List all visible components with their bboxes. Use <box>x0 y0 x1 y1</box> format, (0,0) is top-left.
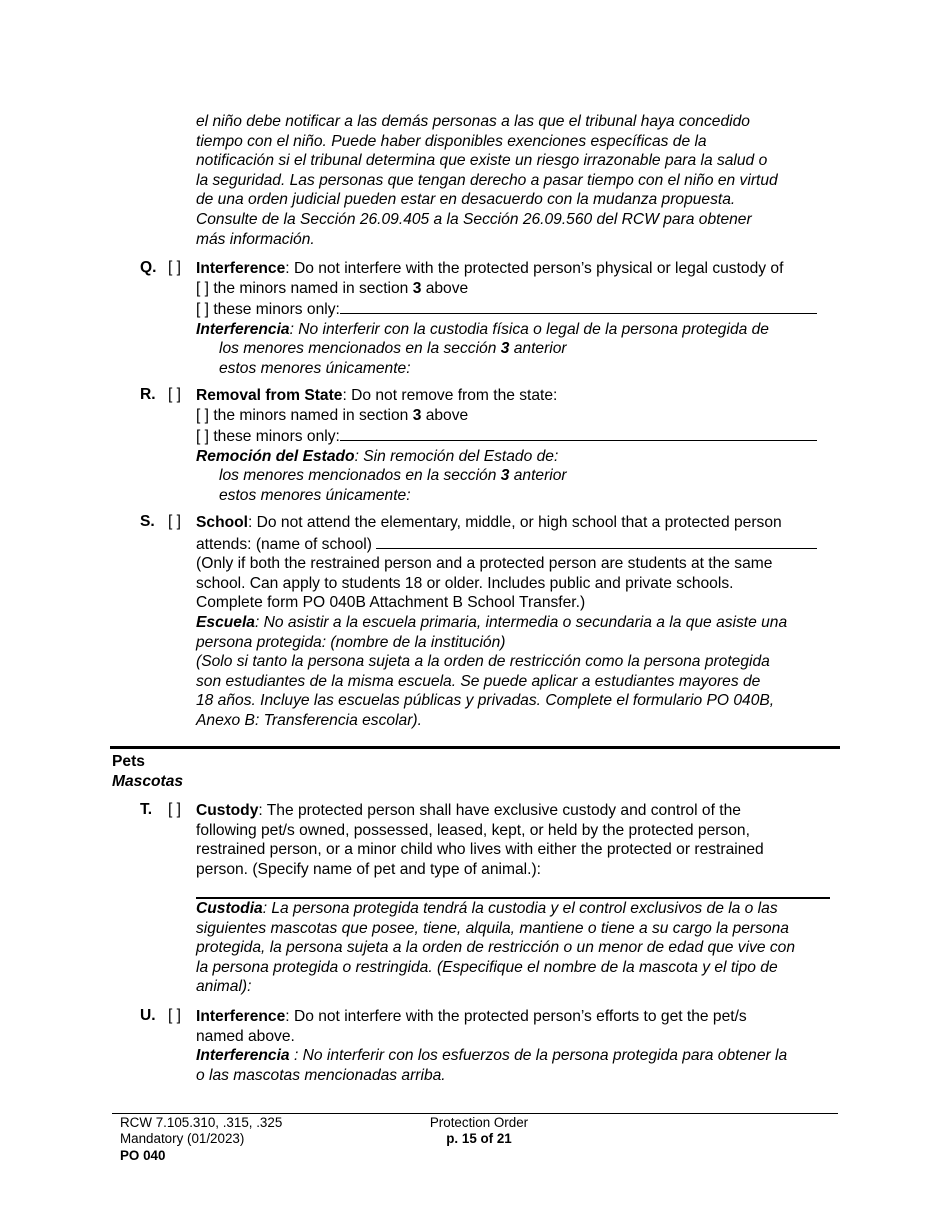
item-s-es-note-line: 18 años. Incluye las escuelas públicas y privadas. Complete el formulario PO 040B, <box>196 692 775 710</box>
item-s-title: School <box>196 514 248 531</box>
item-s-es-title: Escuela <box>196 613 255 631</box>
item-s-es-note-line: son estudiantes de la misma escuela. Se puede aplicar a estudiantes mayores de <box>196 672 761 690</box>
intro-line: notificación si el tribunal determina que existe un riesgo irrazonable para la salud o <box>196 152 768 170</box>
item-t-checkbox[interactable]: [ ] <box>168 801 181 818</box>
item-q-body: Interference: Do not interfere with the protected person’s physical or legal custody of [ ] the minors named in section 3 above [ ] these minors only: Interferencia: No interferir con la custodia física o legal de la persona protegida de los menores mencionados en la sección 3 anterior estos menores únicamente: <box>196 259 817 379</box>
item-u-body: Interference: Do not interfere with the protected person’s efforts to get the pet/s named above. Interferencia : No interferir con los esfuerzos de la persona protegida para obtener la o las mascotas mencionadas arriba. <box>196 1008 788 1084</box>
item-s-school-field[interactable] <box>376 533 817 549</box>
intro-paragraph <box>196 112 778 249</box>
item-t-es-body: Custodia: La persona protegida tendrá la custodia y el control exclusivos de la o las siguientes mascotas que posee, tiene, alquila, mantiene o tiene a su cargo la persona protegida, la persona sujeta a la orden de restricción o un menor de edad que vive con la persona protegida o restringida. (Especifique el nombre de la mascota y el tipo de animal): <box>196 900 796 996</box>
item-r-es-option-2: estos menores únicamente: <box>219 486 411 504</box>
item-s-note-line: (Only if both the restrained person and a protected person are students at the same <box>196 555 773 573</box>
item-s-note-line: Complete form PO 040B Attachment B School Transfer.) <box>196 594 586 612</box>
item-r-es-option-1: los menores mencionados en la sección 3 anterior <box>219 467 567 485</box>
footer-mandatory: Mandatory (01/2023) <box>120 1131 245 1147</box>
item-t-text: : The protected person shall have exclusive custody and control of the <box>258 802 741 819</box>
item-t-title: Custody <box>196 802 259 819</box>
item-u-text: : Do not interfere with the protected person’s efforts to get the pet/s <box>285 1008 747 1025</box>
footer-left <box>120 1115 282 1164</box>
pets-heading: Pets <box>112 753 145 770</box>
intro-line: más información. <box>196 230 315 248</box>
item-r-option-2[interactable]: [ ] these minors only: <box>196 425 817 447</box>
item-q-es-option-1: los menores mencionados en la sección 3 anterior <box>219 340 567 358</box>
section-divider <box>110 746 840 749</box>
item-r-minors-field[interactable] <box>340 425 817 441</box>
item-r-title: Removal from State <box>196 387 343 404</box>
item-r-checkbox[interactable]: [ ] <box>168 386 181 403</box>
item-u-es-title: Interferencia <box>196 1047 290 1065</box>
item-s-checkbox[interactable]: [ ] <box>168 513 181 530</box>
item-r-body: Removal from State: Do not remove from the state: [ ] the minors named in section 3 above [ ] these minors only: Remoción del Estado: Sin remoción del Estado de: los menores mencionados en la sección 3 anterior estos menores únicamente: <box>196 386 817 506</box>
item-t-letter: T. <box>140 801 153 818</box>
item-s-es-note-line: (Solo si tanto la persona sujeta a la orden de restricción como la persona protegida <box>196 653 770 671</box>
item-u-checkbox[interactable]: [ ] <box>168 1007 181 1024</box>
footer-center <box>424 1115 534 1148</box>
item-s-text: : Do not attend the elementary, middle, or high school that a protected person <box>247 514 782 531</box>
item-s-es-note-line: Anexo B: Transferencia escolar). <box>196 711 422 729</box>
intro-line: tiempo con el niño. Puede haber disponibles exenciones específicas de la <box>196 132 707 150</box>
footer-title: Protection Order <box>429 1115 529 1130</box>
intro-line: la seguridad. Las personas que tengan derecho a pasar tiempo con el niño en virtud <box>196 171 778 189</box>
footer-rule <box>112 1113 838 1114</box>
intro-line: de una orden judicial pueden estar en desacuerdo con la mudanza propuesta. <box>196 191 736 209</box>
footer-rcw: RCW 7.105.310, .315, .325 <box>120 1115 283 1130</box>
item-q-minors-field[interactable] <box>340 298 817 314</box>
item-q-letter: Q. <box>140 259 157 276</box>
item-r-letter: R. <box>140 386 156 403</box>
item-q-es-title: Interferencia <box>196 320 290 338</box>
item-u-title: Interference <box>196 1008 286 1025</box>
item-r-text: : Do not remove from the state: <box>342 387 558 404</box>
item-s-body: School: Do not attend the elementary, middle, or high school that a protected person attends: (name of school) (Only if both the restrained person and a protected person are students at the same school. Can apply to students 18 or older. Includes public and private schools. Complete form PO 040B Attachment B School Transfer.) Escuela: No asistir a la escuela primaria, intermedia o secundaria a la que asiste una persona protegida: (nombre de la institución) (Solo si tanto la persona sujeta a la orden de restricción como la persona protegida son estudiantes de la misma escuela. Se puede aplicar a estudiantes mayores de 18 años. Incluye las escuelas públicas y privadas. Complete el formulario PO 040B, Anexo B: Transferencia escolar). <box>196 513 817 731</box>
pets-heading-es: Mascotas <box>112 773 184 790</box>
item-q-checkbox[interactable]: [ ] <box>168 259 181 276</box>
item-t-body: Custody: The protected person shall have exclusive custody and control of the following pet/s owned, possessed, leased, kept, or held by the protected person, restrained person, or a minor child who lives with either the protected or restrained person. (Specify name of pet and type of animal.): <box>196 802 764 878</box>
item-q-es-option-2: estos menores únicamente: <box>219 359 411 377</box>
item-r-es-title: Remoción del Estado <box>196 447 355 465</box>
item-r-option-1[interactable]: [ ] the minors named in section 3 above <box>196 406 469 424</box>
item-t-es-title: Custodia <box>196 900 263 917</box>
item-s-note-line: school. Can apply to students 18 or older. Includes public and private schools. <box>196 574 734 592</box>
item-q-option-1[interactable]: [ ] the minors named in section 3 above <box>196 279 469 297</box>
item-q-option-2[interactable]: [ ] these minors only: <box>196 298 817 320</box>
footer-form-number: PO 040 <box>120 1147 166 1163</box>
intro-line: Consulte de la Sección 26.09.405 a la Sección 26.09.560 del RCW para obtener <box>196 210 752 228</box>
intro-line: el niño debe notificar a las demás personas a las que el tribunal haya concedido <box>196 113 750 130</box>
item-u-letter: U. <box>140 1007 156 1024</box>
item-q-text: : Do not interfere with the protected person’s physical or legal custody of <box>285 260 784 277</box>
item-s-letter: S. <box>140 513 155 530</box>
footer-page-number: p. 15 of 21 <box>446 1131 512 1147</box>
item-q-title: Interference <box>196 260 286 277</box>
